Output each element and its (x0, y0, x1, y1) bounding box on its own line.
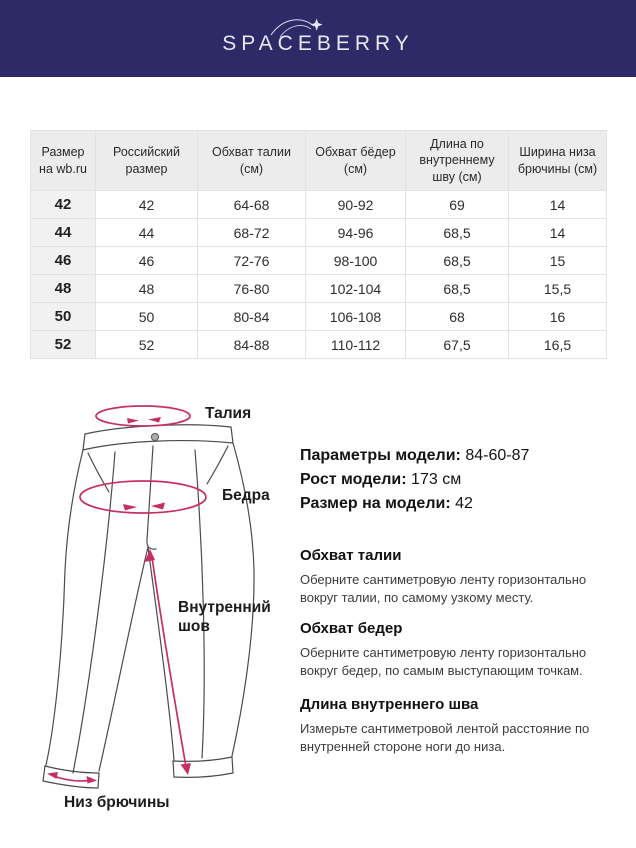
size-cell: 16 (509, 303, 607, 331)
pants-left-outseam (46, 450, 83, 765)
size-cell: 48 (96, 275, 198, 303)
model-size-label: Размер на модели: (300, 495, 451, 512)
size-cell: 44 (31, 219, 96, 247)
size-cell: 16,5 (509, 331, 607, 359)
size-cell: 42 (31, 191, 96, 219)
size-cell: 64-68 (198, 191, 306, 219)
table-row (31, 219, 607, 247)
size-cell: 52 (31, 331, 96, 359)
size-cell: 46 (96, 247, 198, 275)
model-height-label: Рост модели: (300, 471, 407, 488)
guide-section-hips (300, 620, 615, 679)
size-table-body (31, 191, 607, 359)
size-cell: 68-72 (198, 219, 306, 247)
pants-button (151, 433, 158, 440)
brand-logo (222, 32, 414, 56)
size-cell: 50 (96, 303, 198, 331)
size-table (30, 130, 607, 359)
size-table-header (31, 131, 607, 191)
brand-name: SPACEBERRY (222, 31, 414, 55)
size-cell: 42 (96, 191, 198, 219)
size-cell: 90-92 (306, 191, 406, 219)
table-row (31, 303, 607, 331)
model-info-block (300, 444, 529, 516)
size-cell: 44 (96, 219, 198, 247)
model-size-value: 42 (455, 495, 473, 512)
size-cell: 68,5 (406, 275, 509, 303)
size-cell: 106-108 (306, 303, 406, 331)
header-row (31, 131, 607, 191)
pants-fly-line (147, 446, 156, 549)
model-height-line (300, 468, 529, 492)
inseam-label: Внутренний шов (178, 599, 271, 635)
guide-section-waist (300, 547, 615, 606)
size-cell: 52 (96, 331, 198, 359)
inseam-measure-line (152, 557, 186, 767)
size-cell: 67,5 (406, 331, 509, 359)
pants-right-inseam (148, 547, 174, 760)
model-size-line (300, 492, 529, 516)
size-cell: 15 (509, 247, 607, 275)
pants-left-cuff (43, 766, 99, 788)
col-header-hem-width: Ширина низа брючины (см) (509, 131, 607, 191)
col-header-inseam: Длина по внутреннему шву (см) (406, 131, 509, 191)
model-parameters-value: 84-60-87 (465, 447, 530, 464)
col-header-wb-size: Размер на wb.ru (31, 131, 96, 191)
size-cell: 94-96 (306, 219, 406, 247)
size-cell: 46 (31, 247, 96, 275)
waist-arrowhead-right (127, 418, 139, 424)
col-header-ru-size: Российский размер (96, 131, 198, 191)
size-cell: 14 (509, 219, 607, 247)
size-cell: 102-104 (306, 275, 406, 303)
inseam-arrowhead-bottom (181, 763, 192, 775)
model-height-value: 173 см (411, 471, 462, 488)
size-cell: 110-112 (306, 331, 406, 359)
pants-right-pocket (207, 446, 228, 484)
hips-measure-ellipse (80, 481, 206, 513)
guide-inseam-text: Измерьте сантиметровой лентой расстояние по внутренней стороне ноги до низа. (300, 721, 590, 754)
size-cell: 84-88 (198, 331, 306, 359)
hips-label: Бедра (222, 487, 270, 504)
guide-waist-title: Обхват талии (300, 547, 402, 564)
guide-hips-text: Оберните сантиметровую ленту горизонтально вокруг бедер, по самым выступающим точкам. (300, 645, 587, 678)
guide-waist-text: Оберните сантиметровую ленту горизонтально вокруг талии, по самому узкому месту. (300, 572, 587, 605)
table-row (31, 275, 607, 303)
col-header-hips: Обхват бёдер (см) (306, 131, 406, 191)
size-cell: 76-80 (198, 275, 306, 303)
guide-inseam-title: Длина внутреннего шва (300, 696, 479, 713)
size-cell: 68 (406, 303, 509, 331)
model-parameters-line (300, 444, 529, 468)
col-header-waist: Обхват талии (см) (198, 131, 306, 191)
guide-hips-title: Обхват бедер (300, 620, 403, 637)
guide-section-inseam (300, 696, 615, 755)
table-row (31, 247, 607, 275)
shooting-star-icon (268, 13, 324, 41)
table-row (31, 331, 607, 359)
waist-arrowhead-left (148, 417, 161, 423)
waist-label: Талия (205, 405, 252, 422)
size-cell: 68,5 (406, 219, 509, 247)
size-cell: 80-84 (198, 303, 306, 331)
hem-label: Низ брючины (64, 794, 170, 811)
size-cell: 68,5 (406, 247, 509, 275)
hips-arrowhead-left (151, 503, 165, 510)
hem-arrowhead-right (87, 776, 98, 784)
brand-banner (0, 0, 636, 77)
size-cell: 69 (406, 191, 509, 219)
pants-right-cuff (173, 757, 233, 777)
size-cell: 72-76 (198, 247, 306, 275)
size-cell: 50 (31, 303, 96, 331)
waist-measure-ellipse (96, 406, 190, 426)
size-cell: 98-100 (306, 247, 406, 275)
size-cell: 14 (509, 191, 607, 219)
hem-measure-line (51, 775, 93, 781)
model-parameters-label: Параметры модели: (300, 447, 461, 464)
size-cell: 15,5 (509, 275, 607, 303)
table-row (31, 191, 607, 219)
hips-arrowhead-right (123, 504, 137, 511)
hem-arrowhead-left (47, 772, 58, 779)
size-cell: 48 (31, 275, 96, 303)
pants-left-inseam (99, 547, 148, 771)
